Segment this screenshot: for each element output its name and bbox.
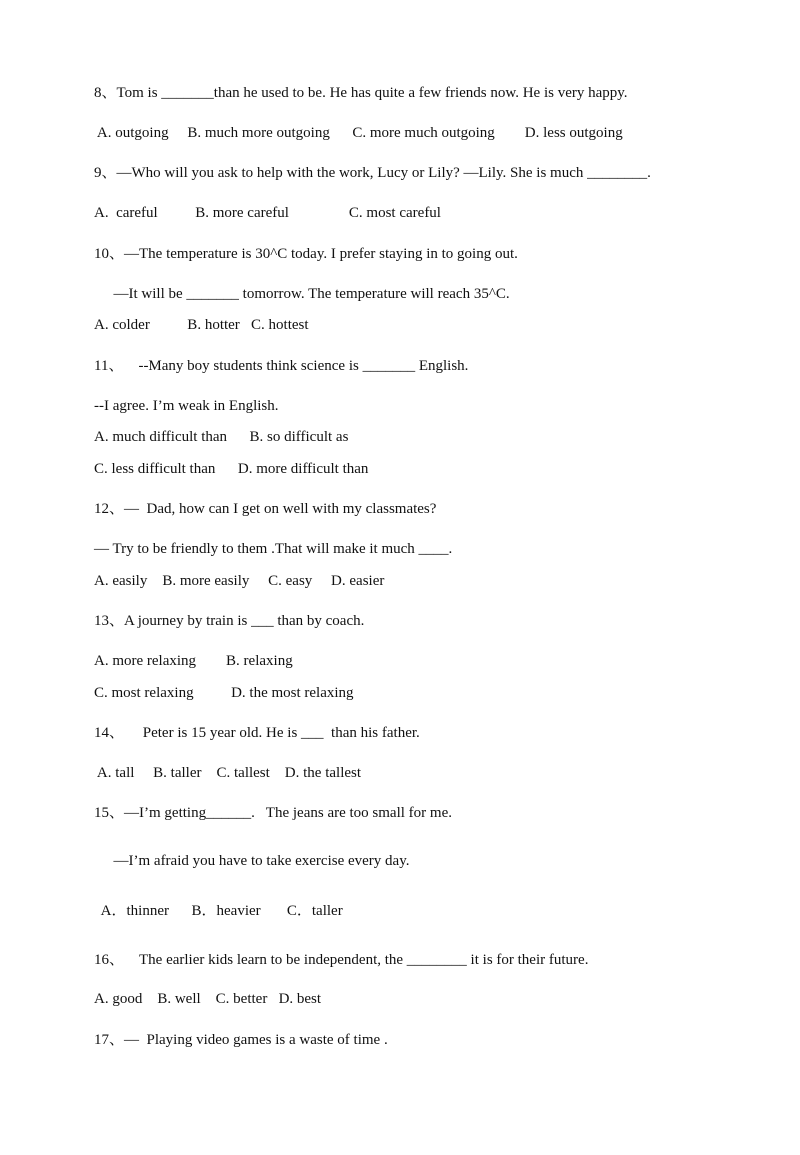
question-11-options-1: A. much difficult than B. so difficult as <box>94 429 349 445</box>
question-9-stem: 9、—Who will you ask to help with the work, Lucy or Lily? —Lily. She is much ________. <box>94 165 651 181</box>
question-14-stem: 14、 Peter is 15 year old. He is ___ than his father. <box>94 725 420 741</box>
question-10-reply: —It will be _______ tomorrow. The temperature will reach 35^C. <box>106 286 510 302</box>
question-8-options: A. outgoing B. much more outgoing C. more much outgoing D. less outgoing <box>94 125 623 141</box>
question-12-reply: — Try to be friendly to them .That will make it much ____. <box>94 541 453 557</box>
question-11-reply: --I agree. I’m weak in English. <box>94 398 279 414</box>
question-12-options: A. easily B. more easily C. easy D. easier <box>94 573 385 589</box>
question-15-reply: —I’m afraid you have to take exercise every day. <box>106 853 410 869</box>
question-8-stem: 8、Tom is _______than he used to be. He has quite a few friends now. He is very happy. <box>94 85 628 101</box>
question-13-options-1: A. more relaxing B. relaxing <box>94 653 293 669</box>
question-15-stem: 15、—I’m getting______. The jeans are too small for me. <box>94 805 452 821</box>
question-16-options: A. good B. well C. better D. best <box>94 991 322 1007</box>
question-16-stem: 16、 The earlier kids learn to be independent, the ________ it is for their future. <box>94 952 589 968</box>
question-10-stem: 10、—The temperature is 30^C today. I prefer staying in to going out. <box>94 246 518 262</box>
question-11-stem: 11、 --Many boy students think science is _______ English. <box>94 358 469 374</box>
question-15-options: A．thinner B．heavier C．taller <box>94 903 343 919</box>
question-14-options: A. tall B. taller C. tallest D. the tallest <box>94 765 362 781</box>
question-13-stem: 13、A journey by train is ___ than by coach. <box>94 613 365 629</box>
question-11-options-2: C. less difficult than D. more difficult than <box>94 461 369 477</box>
question-12-stem: 12、— Dad, how can I get on well with my classmates? <box>94 501 437 517</box>
question-13-options-2: C. most relaxing D. the most relaxing <box>94 685 354 701</box>
question-17-stem: 17、— Playing video games is a waste of time . <box>94 1032 388 1048</box>
question-9-options: A. careful B. more careful C. most careful <box>94 205 441 221</box>
question-10-options: A. colder B. hotter C. hottest <box>94 317 309 333</box>
